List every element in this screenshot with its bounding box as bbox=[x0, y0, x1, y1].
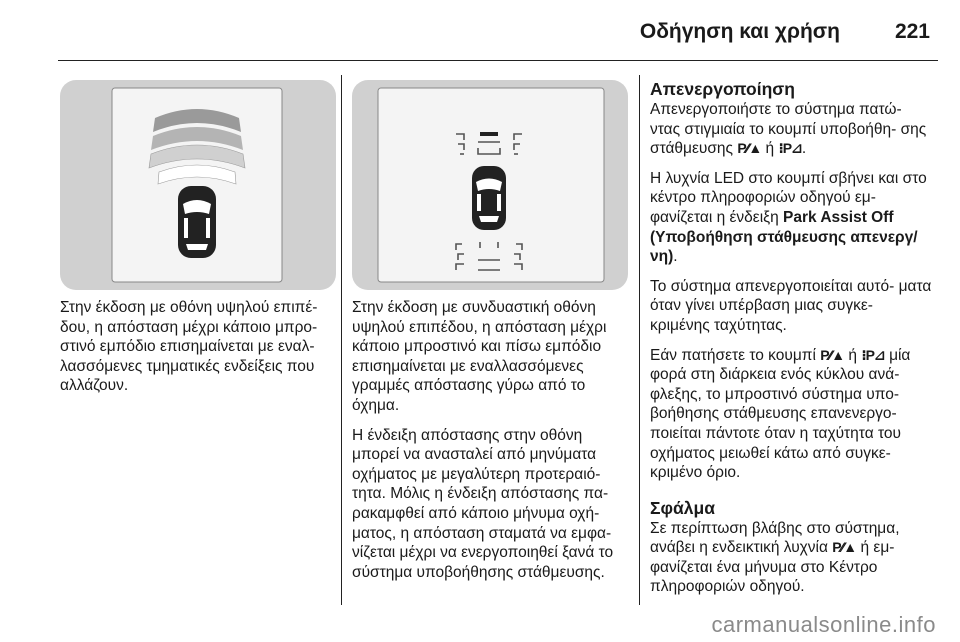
col1-paragraph-1: Στην έκδοση με οθόνη υψηλού επιπέ- δου, η απόσταση μέχρι κάποιο μπρο- στινό εμπόδιο επισημαίνεται με εναλ- λασσόμενες τμηματικές ενδείξεις που αλλάζουν. bbox=[60, 299, 318, 395]
park-assist-off-message: Park Assist Off (Υποβοήθηση στάθμευσης απενεργ/ νη) bbox=[650, 208, 918, 266]
park-assist-alt-icon: ⁝P⊿ bbox=[861, 346, 885, 363]
park-assist-alt-icon: ⁝P⊿ bbox=[778, 140, 802, 157]
watermark: carmanualsonline.info bbox=[711, 612, 936, 637]
col3-paragraph-5: Σε περίπτωση βλάβης στο σύστημα, ανάβει η ενδεικτική λυχνία P⁄⁄▲ ή εμ- φανίζεται ένα μήνυμα στο Κέντρο πληροφοριών οδηγού. bbox=[650, 519, 900, 596]
figure-high-display bbox=[60, 80, 336, 290]
column-1 bbox=[60, 298, 330, 406]
parking-sensor-high-display-icon bbox=[60, 80, 336, 290]
page-number: 221 bbox=[894, 20, 930, 43]
figure-combined-display bbox=[352, 80, 628, 290]
col3-paragraph-4: Εάν πατήσετε το κουμπί P⁄⁄▲ ή ⁝P⊿ μία φορά στη διάρκεια ενός κύκλου ανά- φλεξης, το μπροστινό σύστημα υπο- βοήθησης στάθμευσης επανενεργο- ποιείται πάντοτε όταν η ταχύτητα του οχήματος μειωθεί κάτω από συγκε- κριμένο όριο. bbox=[650, 346, 911, 482]
col2-paragraph-2: Η ένδειξη απόστασης στην οθόνη μπορεί να ανασταλεί από μηνύματα οχήματος με μεγαλύτερη προτεραιό- τητα. Μόλις η ένδειξη απόστασης πα- ρακαμφθεί από κάποιο μήνυμα οχή- ματος, η απόσταση σταματά να εμφα- νίζεται μέχρι να ενεργοποιηθεί ξανά το σύστημα υποβοήθησης στάθμευσης. bbox=[352, 426, 614, 581]
column-divider-1 bbox=[341, 75, 342, 605]
parking-sensor-combined-display-icon bbox=[352, 80, 628, 290]
col3-paragraph-1: Απενεργοποιήστε το σύστημα πατώ- ντας στιγμιαία το κουμπί υποβοήθη- σης στάθμευσης P⁄⁄▲ ή ⁝P⊿. bbox=[650, 101, 927, 158]
park-assist-icon: P⁄⁄▲ bbox=[820, 346, 845, 363]
column-3 bbox=[650, 78, 932, 607]
car-top-icon bbox=[472, 166, 506, 230]
col2-paragraph-1: Στην έκδοση με συνδυαστική οθόνη υψηλού επιπέδου, η απόσταση μέχρι κάποιο μπροστινό και πίσω εμπόδιο επισημαίνεται με εναλλασσόμενες γραμμές απόστασης γύρω από το όχημα. bbox=[352, 299, 607, 414]
park-assist-icon: P⁄⁄▲ bbox=[737, 140, 762, 157]
park-assist-icon: P⁄⁄▲ bbox=[832, 539, 857, 556]
col3-paragraph-2: Η λυχνία LED στο κουμπί σβήνει και στο κέντρο πληροφοριών οδηγού εμ- φανίζεται η ένδειξη Park Assist Off (Υποβοήθηση στάθμευσης απενεργ/ νη). bbox=[650, 169, 927, 266]
column-divider-2 bbox=[639, 75, 640, 605]
col3-paragraph-3: Το σύστημα απενεργοποιείται αυτό- ματα όταν γίνει υπέρβαση μιας συγκε- κριμένης ταχύτητας. bbox=[650, 277, 932, 334]
section-heading-deactivation: Απενεργοποίηση bbox=[650, 79, 795, 99]
car-top-icon bbox=[178, 186, 216, 258]
page-title: Οδήγηση και χρήση bbox=[639, 20, 840, 43]
section-heading-fault: Σφάλμα bbox=[650, 497, 715, 518]
header-rule bbox=[58, 60, 938, 61]
column-2 bbox=[352, 298, 628, 592]
